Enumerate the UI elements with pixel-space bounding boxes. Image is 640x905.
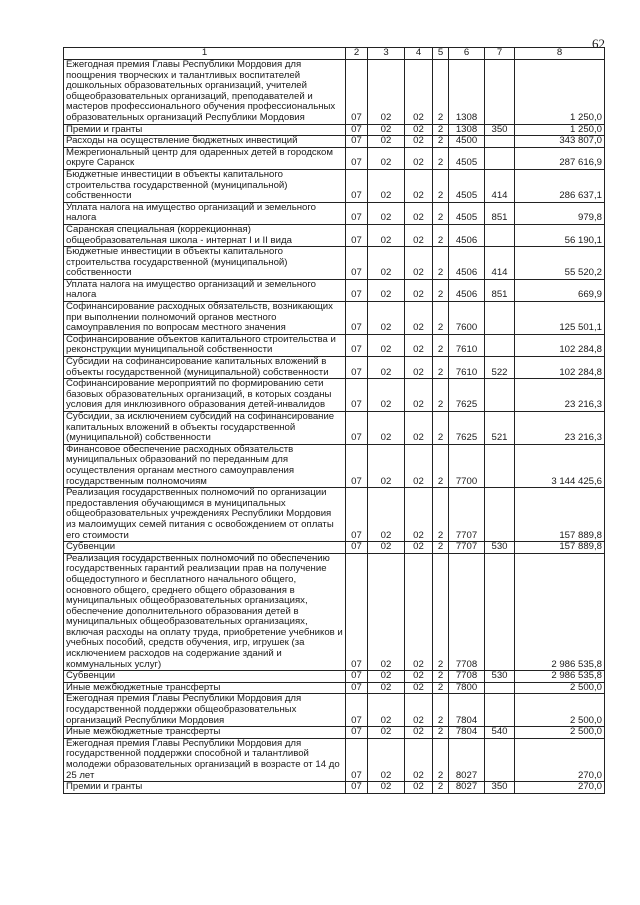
program-code: 02 (405, 682, 433, 694)
program-code: 02 (405, 671, 433, 683)
table-row (64, 279, 605, 301)
target-article-code: 4506 (449, 224, 485, 246)
program-code: 02 (405, 169, 433, 202)
expense-type-code: 350 (485, 782, 515, 794)
table-row (64, 169, 605, 202)
expense-type-code (485, 444, 515, 487)
program-code: 02 (405, 782, 433, 794)
program-code: 02 (405, 379, 433, 412)
table-row (64, 542, 605, 554)
program-code: 02 (405, 334, 433, 356)
program-code: 02 (405, 694, 433, 727)
program-code: 02 (405, 147, 433, 169)
column-header: 3 (368, 48, 405, 60)
amount-cell: 157 889,8 (515, 488, 605, 542)
program-code: 02 (405, 60, 433, 125)
program-code: 02 (405, 136, 433, 148)
expense-type-code (485, 379, 515, 412)
subsection-code: 02 (368, 694, 405, 727)
row-description: Субсидии на софинансирование капитальных вложений в объекты государственной (муниципальной) собственности (64, 357, 346, 379)
subprogram-code: 2 (433, 124, 449, 136)
row-description: Иные межбюджетные трансферты (64, 682, 346, 694)
amount-cell: 2 500,0 (515, 694, 605, 727)
subprogram-code: 2 (433, 302, 449, 335)
expense-type-code: 521 (485, 412, 515, 445)
expense-type-code (485, 136, 515, 148)
section-code: 07 (346, 124, 368, 136)
section-code: 07 (346, 60, 368, 125)
row-description: Уплата налога на имущество организаций и земельного налога (64, 279, 346, 301)
amount-cell: 270,0 (515, 738, 605, 781)
row-description: Реализация государственных полномочий по организации предоставления обучающимся в муниципальных общеобразовательных учреждениях Республики Мордовия из малоимущих семей питания с освобождением от оплаты его стоимости (64, 488, 346, 542)
subsection-code: 02 (368, 202, 405, 224)
amount-cell: 157 889,8 (515, 542, 605, 554)
section-code: 07 (346, 247, 368, 280)
target-article-code: 8027 (449, 782, 485, 794)
subprogram-code: 2 (433, 334, 449, 356)
subprogram-code: 2 (433, 60, 449, 125)
program-code: 02 (405, 357, 433, 379)
section-code: 07 (346, 553, 368, 671)
section-code: 07 (346, 224, 368, 246)
section-code: 07 (346, 334, 368, 356)
subprogram-code: 2 (433, 782, 449, 794)
expense-type-code (485, 682, 515, 694)
program-code: 02 (405, 553, 433, 671)
target-article-code: 4505 (449, 147, 485, 169)
subsection-code: 02 (368, 302, 405, 335)
subprogram-code: 2 (433, 147, 449, 169)
subprogram-code: 2 (433, 169, 449, 202)
table-row (64, 671, 605, 683)
row-description: Уплата налога на имущество организаций и земельного налога (64, 202, 346, 224)
table-row (64, 124, 605, 136)
expense-type-code: 414 (485, 169, 515, 202)
subsection-code: 02 (368, 671, 405, 683)
section-code: 07 (346, 488, 368, 542)
amount-cell: 102 284,8 (515, 357, 605, 379)
amount-cell: 3 144 425,6 (515, 444, 605, 487)
section-code: 07 (346, 202, 368, 224)
row-description: Софинансирование мероприятий по формированию сети базовых образовательных организаций, в которых созданы условия для инклюзивного образования детей-инвалидов (64, 379, 346, 412)
amount-cell: 979,8 (515, 202, 605, 224)
table-row (64, 738, 605, 781)
subprogram-code: 2 (433, 357, 449, 379)
budget-table (63, 47, 605, 794)
subsection-code: 02 (368, 334, 405, 356)
target-article-code: 4506 (449, 279, 485, 301)
subprogram-code: 2 (433, 727, 449, 739)
row-description: Саранская специальная (коррекционная) общеобразовательная школа - интернат I и II вида (64, 224, 346, 246)
section-code: 07 (346, 302, 368, 335)
program-code: 02 (405, 224, 433, 246)
table-row (64, 147, 605, 169)
amount-cell: 286 637,1 (515, 169, 605, 202)
row-description: Реализация государственных полномочий по обеспечению государственных гарантий реализации прав на получение общедоступного и бесплатного начального общего, основного общего, среднего общего образования в муниципальных общеобразовательных организациях, обеспечение дополнительного образования детей в муниципальных общеобразовательных организациях, включая расходы на оплату труда, приобретение учебников и учебных пособий, средств обучения, игр, игрушек (за исключением расходов на содержание зданий и коммунальных услуг) (64, 553, 346, 671)
expense-type-code (485, 147, 515, 169)
subsection-code: 02 (368, 412, 405, 445)
amount-cell: 23 216,3 (515, 412, 605, 445)
target-article-code: 7625 (449, 412, 485, 445)
column-header: 2 (346, 48, 368, 60)
section-code: 07 (346, 727, 368, 739)
row-description: Расходы на осуществление бюджетных инвестиций (64, 136, 346, 148)
amount-cell: 1 250,0 (515, 60, 605, 125)
section-code: 07 (346, 694, 368, 727)
program-code: 02 (405, 279, 433, 301)
column-header: 4 (405, 48, 433, 60)
subsection-code: 02 (368, 124, 405, 136)
row-description: Субвенции (64, 542, 346, 554)
subprogram-code: 2 (433, 279, 449, 301)
amount-cell: 2 500,0 (515, 727, 605, 739)
target-article-code: 7804 (449, 727, 485, 739)
expense-type-code: 540 (485, 727, 515, 739)
amount-cell: 287 616,9 (515, 147, 605, 169)
subprogram-code: 2 (433, 738, 449, 781)
target-article-code: 7610 (449, 334, 485, 356)
table-header-row (64, 48, 605, 60)
target-article-code: 7600 (449, 302, 485, 335)
expense-type-code: 522 (485, 357, 515, 379)
program-code: 02 (405, 488, 433, 542)
table-row (64, 136, 605, 148)
table-row (64, 357, 605, 379)
column-header: 1 (64, 48, 346, 60)
program-code: 02 (405, 302, 433, 335)
table-row (64, 682, 605, 694)
target-article-code: 4500 (449, 136, 485, 148)
section-code: 07 (346, 671, 368, 683)
subprogram-code: 2 (433, 671, 449, 683)
table-row (64, 224, 605, 246)
subsection-code: 02 (368, 682, 405, 694)
table-row (64, 60, 605, 125)
subprogram-code: 2 (433, 224, 449, 246)
section-code: 07 (346, 136, 368, 148)
subsection-code: 02 (368, 224, 405, 246)
program-code: 02 (405, 412, 433, 445)
amount-cell: 102 284,8 (515, 334, 605, 356)
section-code: 07 (346, 738, 368, 781)
row-description: Премии и гранты (64, 782, 346, 794)
expense-type-code: 414 (485, 247, 515, 280)
target-article-code: 1308 (449, 124, 485, 136)
amount-cell: 55 520,2 (515, 247, 605, 280)
expense-type-code: 530 (485, 671, 515, 683)
section-code: 07 (346, 379, 368, 412)
subsection-code: 02 (368, 279, 405, 301)
target-article-code: 4505 (449, 169, 485, 202)
table-row (64, 247, 605, 280)
expense-type-code: 350 (485, 124, 515, 136)
subprogram-code: 2 (433, 553, 449, 671)
target-article-code: 1308 (449, 60, 485, 125)
table-row (64, 782, 605, 794)
row-description: Софинансирование расходных обязательств, возникающих при выполнении полномочий органов местного самоуправления по вопросам местного значения (64, 302, 346, 335)
section-code: 07 (346, 412, 368, 445)
expense-type-code (485, 60, 515, 125)
subsection-code: 02 (368, 247, 405, 280)
subprogram-code: 2 (433, 247, 449, 280)
column-header: 7 (485, 48, 515, 60)
row-description: Ежегодная премия Главы Республики Мордовия для поощрения творческих и талантливых воспитателей дошкольных образовательных организаций, учителей общеобразовательных организаций, преподавателей и мастеров профессионального обучения профессиональных образовательных организаций Республики Мордовия (64, 60, 346, 125)
expense-type-code (485, 224, 515, 246)
expense-type-code (485, 738, 515, 781)
expense-type-code (485, 488, 515, 542)
target-article-code: 4505 (449, 202, 485, 224)
amount-cell: 2 986 535,8 (515, 671, 605, 683)
row-description: Бюджетные инвестиции в объекты капитального строительства государственной (муниципальной) собственности (64, 169, 346, 202)
table-row (64, 727, 605, 739)
column-header: 8 (515, 48, 605, 60)
amount-cell: 2 986 535,8 (515, 553, 605, 671)
subsection-code: 02 (368, 738, 405, 781)
target-article-code: 7800 (449, 682, 485, 694)
program-code: 02 (405, 738, 433, 781)
amount-cell: 2 500,0 (515, 682, 605, 694)
subsection-code: 02 (368, 782, 405, 794)
section-code: 07 (346, 542, 368, 554)
subsection-code: 02 (368, 553, 405, 671)
subprogram-code: 2 (433, 542, 449, 554)
program-code: 02 (405, 444, 433, 487)
section-code: 07 (346, 444, 368, 487)
row-description: Финансовое обеспечение расходных обязательств муниципальных образований по переданным для осуществления органам местного самоуправления государственным полномочиям (64, 444, 346, 487)
row-description: Премии и гранты (64, 124, 346, 136)
row-description: Межрегиональный центр для одаренных детей в городском округе Саранск (64, 147, 346, 169)
expense-type-code (485, 302, 515, 335)
section-code: 07 (346, 357, 368, 379)
target-article-code: 7625 (449, 379, 485, 412)
target-article-code: 7700 (449, 444, 485, 487)
section-code: 07 (346, 279, 368, 301)
target-article-code: 7707 (449, 542, 485, 554)
program-code: 02 (405, 727, 433, 739)
expense-type-code (485, 694, 515, 727)
section-code: 07 (346, 682, 368, 694)
subprogram-code: 2 (433, 379, 449, 412)
target-article-code: 7708 (449, 671, 485, 683)
amount-cell: 669,9 (515, 279, 605, 301)
program-code: 02 (405, 202, 433, 224)
subsection-code: 02 (368, 60, 405, 125)
expense-type-code: 851 (485, 279, 515, 301)
target-article-code: 7708 (449, 553, 485, 671)
amount-cell: 23 216,3 (515, 379, 605, 412)
subprogram-code: 2 (433, 682, 449, 694)
subprogram-code: 2 (433, 202, 449, 224)
subprogram-code: 2 (433, 488, 449, 542)
page-number: 62 (592, 36, 605, 51)
amount-cell: 56 190,1 (515, 224, 605, 246)
table-row (64, 334, 605, 356)
subprogram-code: 2 (433, 694, 449, 727)
expense-type-code: 530 (485, 542, 515, 554)
section-code: 07 (346, 782, 368, 794)
amount-cell: 125 501,1 (515, 302, 605, 335)
program-code: 02 (405, 124, 433, 136)
program-code: 02 (405, 542, 433, 554)
subsection-code: 02 (368, 542, 405, 554)
program-code: 02 (405, 247, 433, 280)
subsection-code: 02 (368, 136, 405, 148)
row-description: Софинансирование объектов капитального строительства и реконструкции муниципальной собственности (64, 334, 346, 356)
table-row (64, 202, 605, 224)
table-row (64, 412, 605, 445)
expense-type-code (485, 334, 515, 356)
expense-type-code (485, 553, 515, 671)
row-description: Иные межбюджетные трансферты (64, 727, 346, 739)
target-article-code: 7707 (449, 488, 485, 542)
subprogram-code: 2 (433, 444, 449, 487)
row-description: Бюджетные инвестиции в объекты капитального строительства государственной (муниципальной) собственности (64, 247, 346, 280)
table-row (64, 553, 605, 671)
subsection-code: 02 (368, 727, 405, 739)
table-row (64, 302, 605, 335)
table-row (64, 379, 605, 412)
expense-type-code: 851 (485, 202, 515, 224)
row-description: Субвенции (64, 671, 346, 683)
row-description: Субсидии, за исключением субсидий на софинансирование капитальных вложений в объекты государственной (муниципальной) собственности (64, 412, 346, 445)
section-code: 07 (346, 169, 368, 202)
table-row (64, 694, 605, 727)
column-header: 6 (449, 48, 485, 60)
subsection-code: 02 (368, 169, 405, 202)
target-article-code: 7804 (449, 694, 485, 727)
target-article-code: 8027 (449, 738, 485, 781)
column-header: 5 (433, 48, 449, 60)
table-row (64, 444, 605, 487)
amount-cell: 343 807,0 (515, 136, 605, 148)
target-article-code: 7610 (449, 357, 485, 379)
subprogram-code: 2 (433, 412, 449, 445)
target-article-code: 4506 (449, 247, 485, 280)
subsection-code: 02 (368, 147, 405, 169)
subsection-code: 02 (368, 444, 405, 487)
section-code: 07 (346, 147, 368, 169)
row-description: Ежегодная премия Главы Республики Мордовия для государственной поддержки общеобразовательных организаций Республики Мордовия (64, 694, 346, 727)
table-row (64, 488, 605, 542)
amount-cell: 270,0 (515, 782, 605, 794)
subsection-code: 02 (368, 357, 405, 379)
subprogram-code: 2 (433, 136, 449, 148)
amount-cell: 1 250,0 (515, 124, 605, 136)
subsection-code: 02 (368, 488, 405, 542)
subsection-code: 02 (368, 379, 405, 412)
row-description: Ежегодная премия Главы Республики Мордовия для государственной поддержки способной и талантливой молодежи образовательных организаций в возрасте от 14 до 25 лет (64, 738, 346, 781)
